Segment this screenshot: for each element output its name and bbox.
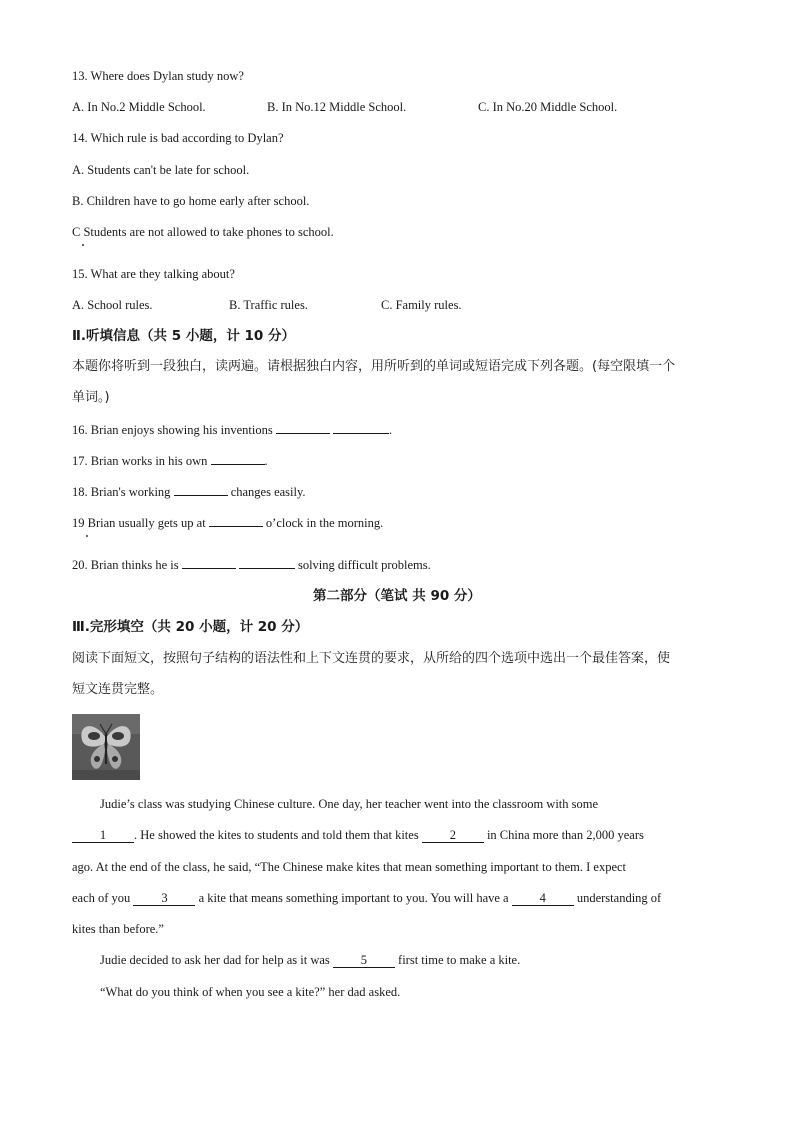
kite-photo	[72, 714, 140, 780]
passage-p1-line2-b: in China more than 2,000 years	[486, 828, 644, 842]
section2-instructions-line1: 本题你将听到一段独白，读两遍。请根据独白内容，用所听到的单词或短语完成下列各题。(每空限填一个	[72, 359, 676, 374]
print-dot	[86, 535, 88, 537]
cloze-blank-2[interactable]: 2	[422, 829, 484, 843]
q20-blank-2[interactable]	[239, 568, 295, 569]
q19-blank[interactable]	[209, 526, 263, 527]
q14-option-a: A. Students can't be late for school.	[72, 163, 250, 177]
q20-pre: 20. Brian thinks he is	[72, 558, 179, 572]
q16-blank-2[interactable]	[333, 433, 389, 434]
q14-stem: 14. Which rule is bad according to Dylan?	[72, 131, 284, 145]
passage-p1-line1: Judie’s class was studying Chinese culture. One day, her teacher went into the classroom with some	[100, 797, 599, 811]
passage-p1-line3: ago. At the end of the class, he said, “The Chinese make kites that mean something important to them. I expect	[72, 860, 627, 874]
passage-p2	[100, 952, 520, 968]
cloze-blank-1[interactable]: 1	[72, 829, 134, 843]
q16-end: .	[388, 423, 393, 437]
q15-option-b: B. Traffic rules.	[229, 298, 308, 312]
q18	[72, 484, 306, 500]
passage-p1-line4-b: a kite that means something important to you. You will have a	[198, 891, 509, 905]
section2-instructions-line2: 单词。)	[72, 390, 110, 405]
print-dot	[82, 244, 84, 246]
section3-heading: Ⅲ.完形填空（共 20 小题，计 20 分）	[72, 619, 309, 635]
q15-option-c: C. Family rules.	[381, 298, 462, 312]
section2-heading: Ⅱ.听填信息（共 5 小题，计 10 分）	[72, 328, 296, 344]
q17-end: .	[264, 454, 268, 468]
q13-stem: 13. Where does Dylan study now?	[72, 69, 244, 83]
q16	[72, 422, 392, 438]
q13-option-c: C. In No.20 Middle School.	[478, 100, 618, 114]
passage-p1-line4-a: each of you	[72, 891, 131, 905]
cloze-blank-3[interactable]: 3	[133, 892, 195, 906]
q14-option-c: C Students are not allowed to take phones to school.	[72, 225, 334, 239]
section3-instructions-line2: 短文连贯完整。	[72, 682, 164, 697]
cloze-blank-4[interactable]: 4	[512, 892, 574, 906]
q19-pre: 19 Brian usually gets up at	[72, 516, 206, 530]
q17-blank[interactable]	[211, 464, 265, 465]
passage-p1-line4	[72, 890, 661, 906]
q18-blank[interactable]	[174, 495, 228, 496]
q13-option-a: A. In No.2 Middle School.	[72, 100, 206, 114]
section3-instructions-line1: 阅读下面短文，按照句子结构的语法性和上下文连贯的要求，从所给的四个选项中选出一个最佳答案，使	[72, 651, 671, 666]
q16-blank-1[interactable]	[276, 433, 330, 434]
q18-pre: 18. Brian's working	[72, 485, 171, 499]
passage-p2-b: first time to make a kite.	[398, 953, 521, 967]
q16-text: 16. Brian enjoys showing his inventions	[72, 423, 273, 437]
part2-title: 第二部分（笔试 共 90 分）	[313, 588, 481, 604]
butterfly-kite-image	[72, 714, 140, 780]
q15-option-a: A. School rules.	[72, 298, 153, 312]
passage-p1-line4-c: understanding of	[576, 891, 662, 905]
q17	[72, 453, 268, 469]
q17-text: 17. Brian works in his own	[72, 454, 208, 468]
passage-p1-line2	[72, 827, 644, 843]
q20-post: solving difficult problems.	[297, 558, 431, 572]
cloze-blank-5[interactable]: 5	[333, 954, 395, 968]
passage-p1-line2-a: . He showed the kites to students and told them that kites	[134, 828, 419, 842]
passage-p3: “What do you think of when you see a kite?” her dad asked.	[100, 985, 401, 999]
q13-option-b: B. In No.12 Middle School.	[267, 100, 407, 114]
q19-post: o’clock in the morning.	[265, 516, 384, 530]
q19	[72, 515, 383, 531]
passage-p1-line5: kites than before.”	[72, 922, 164, 936]
passage-p2-a: Judie decided to ask her dad for help as it was	[100, 953, 330, 967]
q15-stem: 15. What are they talking about?	[72, 267, 235, 281]
q20-blank-1[interactable]	[182, 568, 236, 569]
q18-post: changes easily.	[230, 485, 306, 499]
q14-option-b: B. Children have to go home early after school.	[72, 194, 310, 208]
q20	[72, 557, 431, 573]
